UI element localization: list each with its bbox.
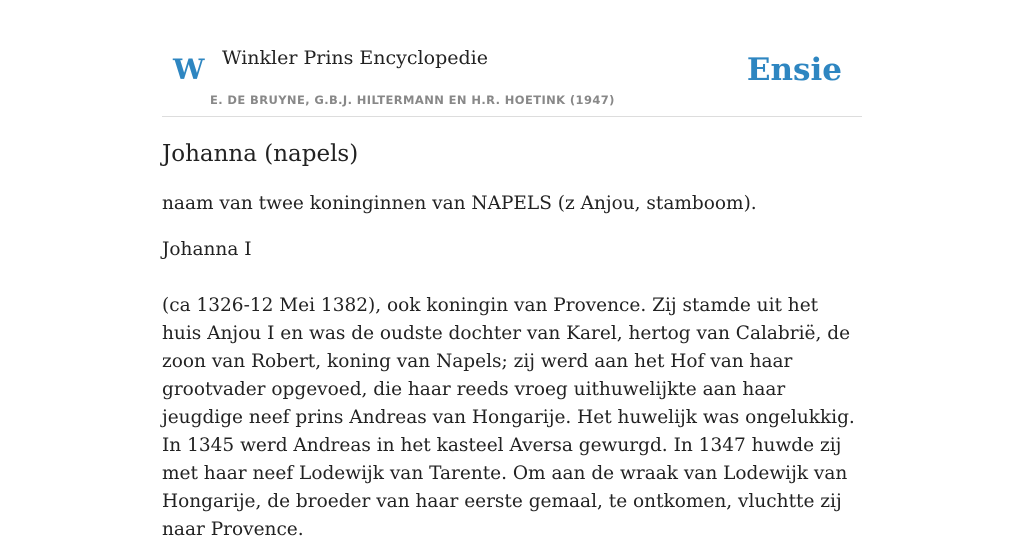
source-authors: E. DE BRUYNE, G.B.J. HILTERMANN EN H.R. HOETINK (1947) bbox=[210, 93, 615, 107]
article-lead: naam van twee koninginnen van NAPELS (z Anjou, stamboom). bbox=[162, 193, 757, 214]
article-body: (ca 1326-12 Mei 1382), ook koningin van Provence. Zij stamde uit het huis Anjou I en was de oudste dochter van Karel, hertog van Calabrië, de zoon van Robert, koning van Napels; zij werd aan het Hof van haar grootvader opgevoed, die haar reeds vroeg uithuwelijkte aan haar jeugdige neef prins Andreas van Hongarije. Het huwelijk was ongelukkig. In 1345 werd Andreas in het kasteel Aversa gewurgd. In 1347 huwde zij met haar neef Lodewijk van Tarente. Om aan de wraak van Lodewijk van Hongarije, de broeder van haar eerste gemaal, te ontkomen, vluchtte zij naar Provence. bbox=[162, 295, 855, 540]
ensie-logo[interactable]: Ensie bbox=[746, 52, 842, 88]
article-title: Johanna (napels) bbox=[162, 141, 359, 167]
winkler-prins-logo[interactable]: W bbox=[173, 53, 205, 86]
article-subheading: Johanna I bbox=[162, 239, 252, 260]
source-header bbox=[162, 0, 862, 117]
source-title[interactable]: Winkler Prins Encyclopedie bbox=[222, 47, 488, 69]
article bbox=[162, 138, 862, 544]
